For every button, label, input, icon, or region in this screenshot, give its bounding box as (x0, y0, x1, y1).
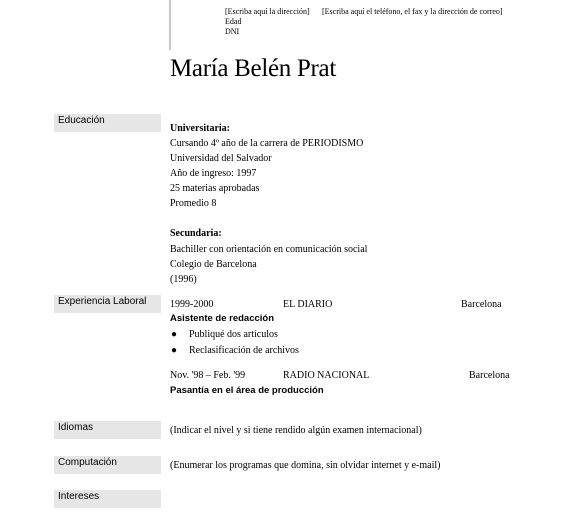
bullet-icon: ● (171, 329, 178, 340)
header-divider-line (169, 0, 171, 50)
contact-placeholder[interactable]: [Escriba aquí el teléfono, el fax y la dirección de correo] (322, 7, 503, 16)
education-line: Colegio de Barcelona (170, 259, 257, 270)
education-line: Universidad del Salvador (170, 153, 272, 164)
job-role: Pasantía en el área de producción (170, 385, 324, 396)
education-line: (1996) (170, 274, 197, 285)
address-placeholder[interactable]: [Escriba aquí la dirección] (225, 7, 310, 16)
section-label-computing: Computación (54, 456, 161, 474)
computing-text: (Enumerar los programas que domina, sin olvidar internet y e-mail) (170, 460, 441, 471)
secondary-heading: Secundaria: (170, 228, 222, 239)
section-label-experience: Experiencia Laboral (54, 295, 161, 313)
section-label-interests: Intereses (54, 490, 161, 508)
job-role: Asistente de redacción (170, 313, 275, 324)
university-heading: Universitaria: (170, 123, 230, 134)
job-bullet-item: Reclasificación de archivos (189, 345, 299, 356)
person-name: María Belén Prat (170, 55, 336, 82)
id-field: DNI (225, 27, 240, 36)
section-label-languages: Idiomas (54, 421, 161, 439)
job-company: RADIO NACIONAL (283, 370, 370, 381)
age-field: Edad (225, 17, 242, 26)
education-line: Año de ingreso: 1997 (170, 168, 257, 179)
job-bullet-item: Publiqué dos artículos (189, 329, 278, 340)
education-line: Promedio 8 (170, 198, 217, 209)
job-period: 1999-2000 (170, 299, 214, 310)
job-period: Nov. '98 – Feb. '99 (170, 370, 246, 381)
section-label-education: Educación (54, 114, 161, 132)
education-line: Cursando 4º año de la carrera de PERIODISMO (170, 138, 364, 149)
languages-text: (Indicar el nivel y si tiene rendido algún examen internacional) (170, 425, 422, 436)
job-city: Barcelona (469, 370, 510, 381)
job-company: EL DIARIO (283, 299, 333, 310)
job-city: Barcelona (461, 299, 502, 310)
education-line: Bachiller con orientación en comunicación social (170, 244, 368, 255)
education-line: 25 materias aprobadas (170, 183, 260, 194)
bullet-icon: ● (171, 345, 178, 356)
